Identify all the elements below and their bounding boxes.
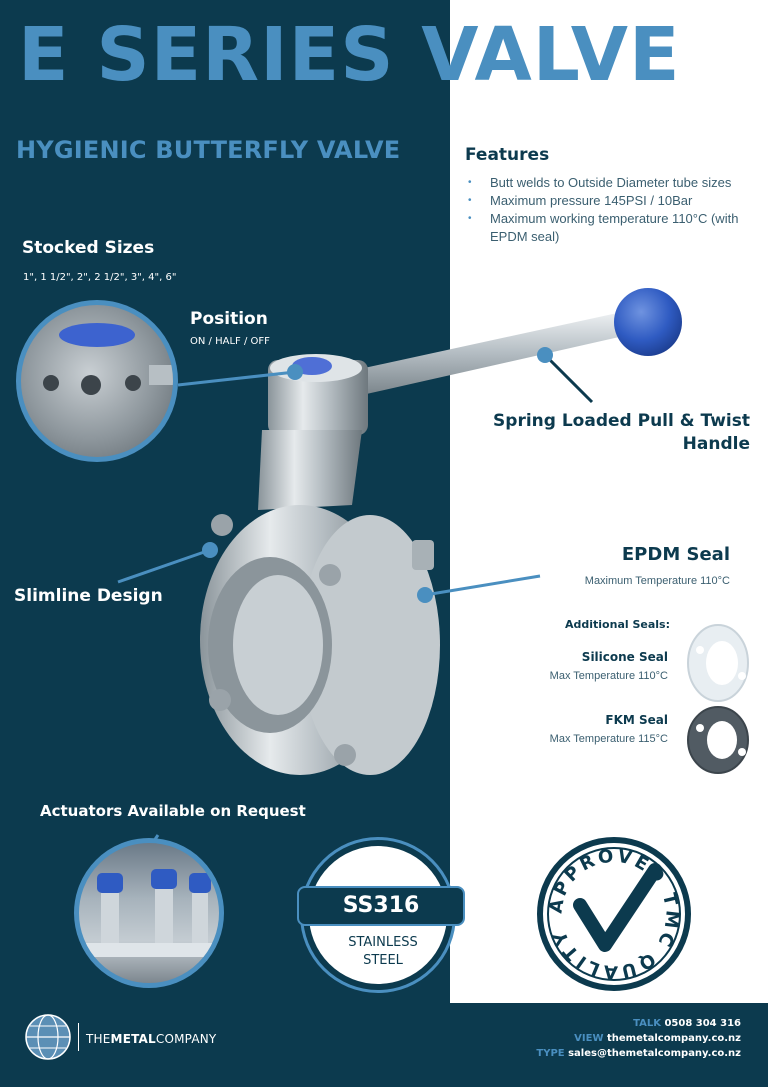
contact-website: VIEW themetalcompany.co.nz (574, 1033, 741, 1044)
silicone-seal-name: Silicone Seal (581, 650, 668, 664)
actuators-label: Actuators Available on Request (40, 802, 306, 820)
website-link[interactable]: themetalcompany.co.nz (606, 1033, 741, 1044)
phone-link[interactable]: 0508 304 316 (664, 1018, 741, 1029)
stocked-sizes-list: 1", 1 1/2", 2", 2 1/2", 3", 4", 6" (23, 272, 177, 283)
additional-seals-heading: Additional Seals: (565, 618, 670, 631)
stocked-sizes-heading: Stocked Sizes (22, 238, 155, 258)
page-subtitle: HYGIENIC BUTTERFLY VALVE (16, 136, 401, 164)
fkm-seal-temp: Max Temperature 115°C (549, 733, 668, 745)
epdm-seal-heading: EPDM Seal (621, 544, 730, 565)
fkm-seal-name: FKM Seal (605, 713, 668, 727)
contact-email: TYPE sales@themetalcompany.co.nz (536, 1048, 741, 1059)
features-heading: Features (465, 145, 550, 165)
position-values: ON / HALF / OFF (190, 336, 270, 347)
company-name: THEMETALCOMPANY (86, 1032, 217, 1046)
feature-item: • Maximum working temperature 110°C (with EPDM seal) (466, 210, 766, 246)
ss316-badge: SS316 (297, 886, 465, 926)
stamp-text: APPROVED TMC QUALITY (545, 845, 683, 983)
globe-icon (26, 1015, 70, 1059)
position-heading: Position (190, 309, 268, 329)
page-title: E SERIES VALVE (18, 12, 681, 98)
epdm-seal-temp: Maximum Temperature 110°C (584, 575, 730, 587)
contact-phone: TALK 0508 304 316 (633, 1018, 741, 1029)
logo-divider (78, 1023, 79, 1051)
feature-item: • Butt welds to Outside Diameter tube sizes (466, 174, 766, 192)
feature-item: • Maximum pressure 145PSI / 10Bar (466, 192, 766, 210)
handle-label: Spring Loaded Pull & Twist Handle (493, 411, 750, 454)
email-link[interactable]: sales@themetalcompany.co.nz (568, 1048, 741, 1059)
slimline-label: Slimline Design (14, 586, 163, 606)
silicone-seal-temp: Max Temperature 110°C (549, 670, 668, 682)
stainless-steel-label: STAINLESS STEEL (348, 935, 418, 968)
